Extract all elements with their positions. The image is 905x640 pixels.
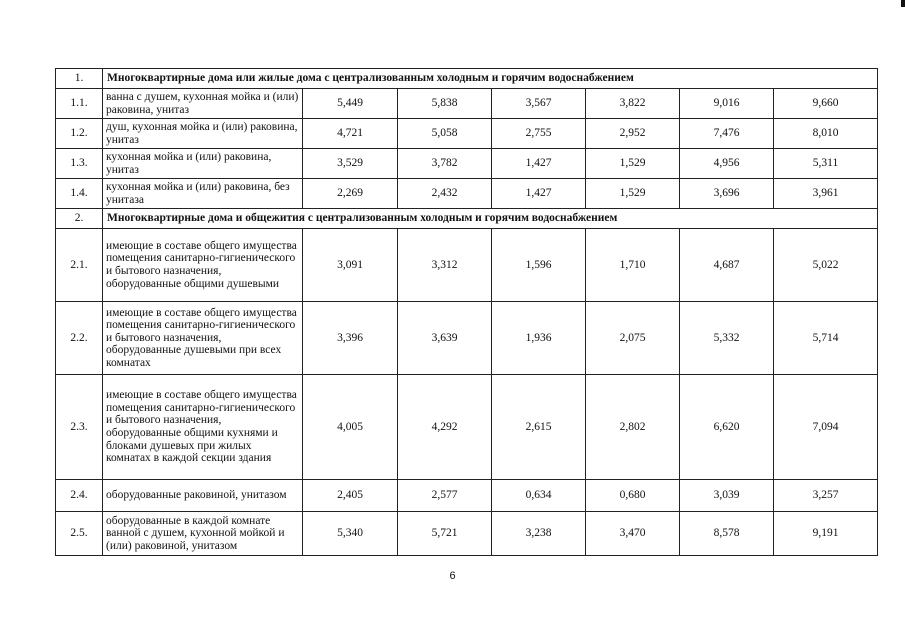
table-row [56,512,878,556]
value-cell: 3,639 [398,302,492,375]
value-cell: 8,578 [680,512,774,556]
section-title: Многоквартирные дома и общежития с централизованным холодным и горячим водоснабжением [103,209,878,229]
value-cell: 2,075 [586,302,680,375]
table-row [56,480,878,512]
section-number: 1. [56,69,103,89]
row-description: душ, кухонная мойка и (или) раковина, унитаз [103,119,303,149]
value-cell: 5,838 [398,89,492,119]
section-title: Многоквартирные дома или жилые дома с централизованным холодным и горячим водоснабжением [103,69,878,89]
table-row [56,89,878,119]
row-description: оборудованные в каждой комнате ванной с душем, кухонной мойкой и (или) раковиной, унитазом [103,512,303,556]
corner-mark [901,0,905,7]
value-cell: 4,721 [303,119,398,149]
section-2-header [56,209,878,229]
row-number: 2.3. [56,375,103,480]
value-cell: 3,822 [586,89,680,119]
value-cell: 5,721 [398,512,492,556]
value-cell: 7,094 [774,375,878,480]
row-description: оборудованные раковиной, унитазом [103,480,303,512]
row-description: кухонная мойка и (или) раковина, без унитаза [103,179,303,209]
value-cell: 3,039 [680,480,774,512]
consumption-table [55,68,878,556]
section-number: 2. [56,209,103,229]
value-cell: 3,567 [492,89,586,119]
value-cell: 4,956 [680,149,774,179]
table-row [56,229,878,302]
value-cell: 3,396 [303,302,398,375]
row-number: 1.1. [56,89,103,119]
value-cell: 9,191 [774,512,878,556]
row-description: ванна с душем, кухонная мойка и (или) раковина, унитаз [103,89,303,119]
value-cell: 1,529 [586,149,680,179]
value-cell: 2,269 [303,179,398,209]
row-number: 2.5. [56,512,103,556]
row-number: 1.3. [56,149,103,179]
row-number: 2.1. [56,229,103,302]
value-cell: 1,427 [492,149,586,179]
value-cell: 1,529 [586,179,680,209]
value-cell: 4,292 [398,375,492,480]
value-cell: 1,936 [492,302,586,375]
value-cell: 9,016 [680,89,774,119]
value-cell: 3,529 [303,149,398,179]
table-row [56,149,878,179]
value-cell: 3,961 [774,179,878,209]
value-cell: 5,058 [398,119,492,149]
value-cell: 6,620 [680,375,774,480]
section-1-header [56,69,878,89]
value-cell: 5,449 [303,89,398,119]
value-cell: 4,687 [680,229,774,302]
table-row [56,375,878,480]
value-cell: 3,257 [774,480,878,512]
value-cell: 3,091 [303,229,398,302]
table-row [56,119,878,149]
row-number: 2.2. [56,302,103,375]
value-cell: 3,782 [398,149,492,179]
value-cell: 1,596 [492,229,586,302]
value-cell: 5,714 [774,302,878,375]
value-cell: 3,312 [398,229,492,302]
value-cell: 2,952 [586,119,680,149]
value-cell: 5,340 [303,512,398,556]
value-cell: 3,470 [586,512,680,556]
value-cell: 5,332 [680,302,774,375]
value-cell: 5,311 [774,149,878,179]
row-description: кухонная мойка и (или) раковина, унитаз [103,149,303,179]
value-cell: 2,615 [492,375,586,480]
value-cell: 2,755 [492,119,586,149]
value-cell: 2,577 [398,480,492,512]
page-number: 6 [449,570,456,582]
value-cell: 5,022 [774,229,878,302]
row-description: имеющие в составе общего имущества помещения санитарно-гигиенического и бытового назначения, оборудованные общими кухнями и блоками душевых при жилых комнатах в каждой секции здания [103,375,303,480]
row-number: 2.4. [56,480,103,512]
row-description: имеющие в составе общего имущества помещения санитарно-гигиенического и бытового назначения, оборудованные душевыми при всех комнатах [103,302,303,375]
value-cell: 8,010 [774,119,878,149]
table-row [56,179,878,209]
row-description: имеющие в составе общего имущества помещения санитарно-гигиенического и бытового назначения, оборудованные общими душевыми [103,229,303,302]
value-cell: 4,005 [303,375,398,480]
row-number: 1.2. [56,119,103,149]
value-cell: 1,710 [586,229,680,302]
value-cell: 7,476 [680,119,774,149]
row-number: 1.4. [56,179,103,209]
value-cell: 1,427 [492,179,586,209]
value-cell: 3,238 [492,512,586,556]
value-cell: 9,660 [774,89,878,119]
value-cell: 0,680 [586,480,680,512]
value-cell: 2,802 [586,375,680,480]
table-row [56,302,878,375]
value-cell: 2,432 [398,179,492,209]
value-cell: 0,634 [492,480,586,512]
value-cell: 2,405 [303,480,398,512]
value-cell: 3,696 [680,179,774,209]
